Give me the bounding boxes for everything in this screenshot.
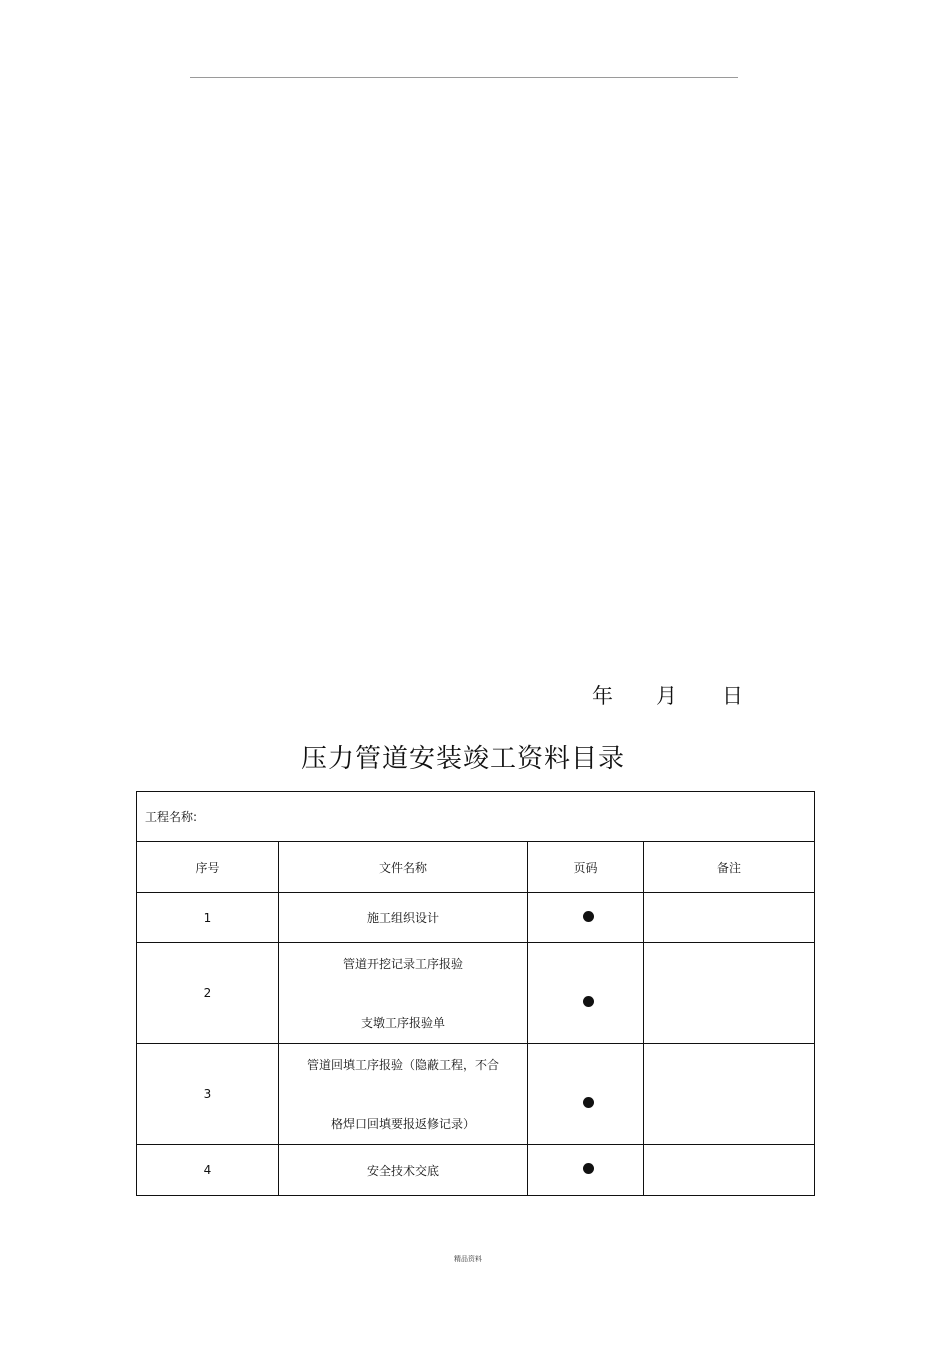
table-row: [137, 1044, 815, 1145]
date-year-label: 年: [592, 684, 613, 708]
row-remark: [644, 943, 815, 1044]
table-header-row: [137, 842, 815, 893]
row-index: 4: [137, 1145, 279, 1196]
catalog-table: [136, 791, 815, 1196]
header-rule: [190, 77, 738, 78]
table-row: [137, 943, 815, 1044]
row-remark: [644, 1044, 815, 1145]
date-day-label: 日: [722, 684, 743, 708]
row-page: [528, 943, 644, 1044]
row-file-name: [279, 1044, 528, 1145]
header-page: 页码: [528, 842, 644, 893]
bullet-icon: [583, 1097, 594, 1108]
row-file-name-line: 管道开挖记录工序报验: [342, 957, 463, 971]
table-row: [137, 893, 815, 943]
row-file-name: [279, 943, 528, 1044]
project-name-row: [137, 792, 815, 842]
date-month-label: 月: [656, 684, 677, 708]
row-index: 2: [137, 943, 279, 1044]
footer-note: 精品资料: [454, 1255, 482, 1263]
header-file-name: 文件名称: [279, 842, 528, 893]
bullet-icon: [583, 996, 594, 1007]
row-index: 3: [137, 1044, 279, 1145]
row-page: [528, 893, 644, 943]
row-file-name-line: 管道回填工序报验（隐蔽工程，不合: [306, 1058, 499, 1072]
row-index: 1: [137, 893, 279, 943]
bullet-icon: [583, 911, 594, 922]
row-page: [528, 1044, 644, 1145]
row-remark: [644, 1145, 815, 1196]
row-page: [528, 1145, 644, 1196]
table-row: [137, 1145, 815, 1196]
row-file-name: 安全技术交底: [279, 1145, 528, 1196]
row-remark: [644, 893, 815, 943]
row-file-name-line: 格焊口回填要报返修记录）: [330, 1117, 475, 1131]
date-line: [590, 680, 750, 710]
header-remark: 备注: [644, 842, 815, 893]
document-title: 压力管道安装竣工资料目录: [300, 744, 625, 774]
project-name-label: 工程名称:: [137, 792, 815, 842]
bullet-icon: [583, 1163, 594, 1174]
row-file-name: 施工组织设计: [279, 893, 528, 943]
row-file-name-line: 支墩工序报验单: [360, 1016, 445, 1030]
header-index: 序号: [137, 842, 279, 893]
